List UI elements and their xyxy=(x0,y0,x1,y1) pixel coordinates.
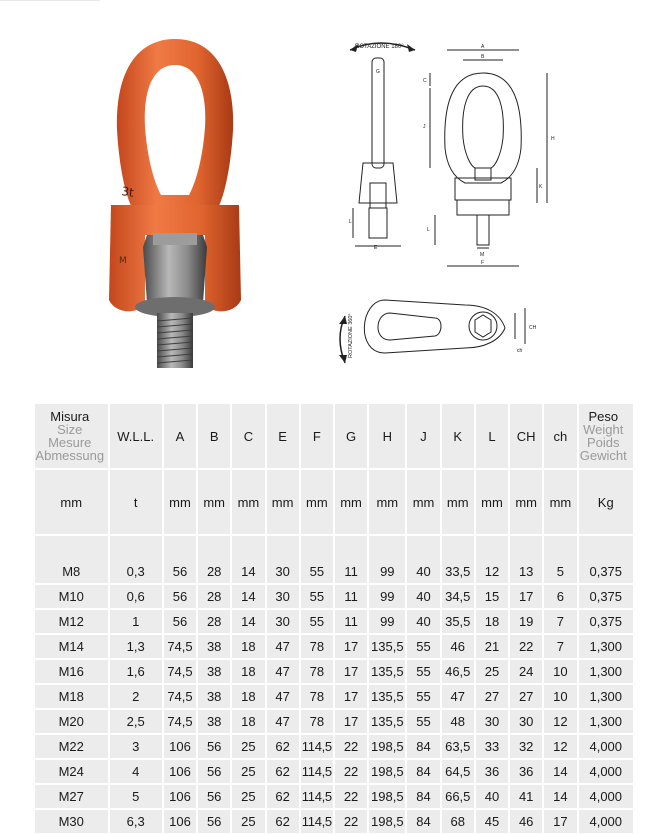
value-cell: 17 xyxy=(544,810,576,833)
value-cell: 38 xyxy=(198,685,230,708)
value-cell: 114,5 xyxy=(301,760,333,783)
value-cell: 33 xyxy=(476,735,508,758)
value-cell: 46 xyxy=(442,635,474,658)
unit-cell: mm xyxy=(232,470,264,534)
value-cell: 56 xyxy=(198,810,230,833)
value-cell: 56 xyxy=(198,760,230,783)
value-cell: 62 xyxy=(267,785,299,808)
value-cell: 24 xyxy=(510,660,542,683)
col-header: K xyxy=(442,404,474,468)
value-cell: 25 xyxy=(232,810,264,833)
value-cell: 47 xyxy=(267,660,299,683)
value-cell: 30 xyxy=(267,536,299,583)
value-cell: 64,5 xyxy=(442,760,474,783)
value-cell: 18 xyxy=(232,635,264,658)
value-cell: 4 xyxy=(110,760,162,783)
value-cell: 106 xyxy=(164,810,196,833)
value-cell: 99 xyxy=(369,610,405,633)
threaded-shank xyxy=(157,313,193,368)
value-cell: 0,6 xyxy=(110,585,162,608)
value-cell: 13 xyxy=(510,536,542,583)
value-cell: 18 xyxy=(232,660,264,683)
value-cell: 3 xyxy=(110,735,162,758)
value-cell: 11 xyxy=(335,536,367,583)
value-cell: 11 xyxy=(335,585,367,608)
col-header: CH xyxy=(510,404,542,468)
unit-cell: mm xyxy=(301,470,333,534)
technical-drawing xyxy=(325,28,575,373)
value-cell: 41 xyxy=(510,785,542,808)
col-header: G xyxy=(335,404,367,468)
value-cell: 4,000 xyxy=(579,810,633,833)
svg-text:CH: CH xyxy=(529,325,537,331)
unit-cell: mm xyxy=(407,470,439,534)
value-cell: 114,5 xyxy=(301,785,333,808)
value-cell: 12 xyxy=(544,735,576,758)
size-cell: M18 xyxy=(35,685,108,708)
value-cell: 74,5 xyxy=(164,660,196,683)
rotation-180-label: ROTAZIONE 180° xyxy=(355,44,404,50)
table-row xyxy=(35,785,633,808)
svg-text:K: K xyxy=(539,184,543,190)
value-cell: 14 xyxy=(544,760,576,783)
size-cell: M30 xyxy=(35,810,108,833)
svg-text:C: C xyxy=(423,78,427,84)
value-cell: 40 xyxy=(476,785,508,808)
table-row xyxy=(35,710,633,733)
value-cell: 33,5 xyxy=(442,536,474,583)
value-cell: 56 xyxy=(198,735,230,758)
value-cell: 55 xyxy=(407,685,439,708)
value-cell: 135,5 xyxy=(369,660,405,683)
value-cell: 56 xyxy=(198,785,230,808)
value-cell: 15 xyxy=(476,585,508,608)
value-cell: 46,5 xyxy=(442,660,474,683)
svg-text:L: L xyxy=(349,219,352,225)
col-header: H xyxy=(369,404,405,468)
value-cell: 19 xyxy=(510,610,542,633)
value-cell: 84 xyxy=(407,810,439,833)
value-cell: 22 xyxy=(510,635,542,658)
table-body xyxy=(35,536,633,833)
size-cell: M20 xyxy=(35,710,108,733)
table-row xyxy=(35,536,633,583)
value-cell: 55 xyxy=(301,536,333,583)
value-cell: 18 xyxy=(232,685,264,708)
value-cell: 25 xyxy=(232,735,264,758)
value-cell: 55 xyxy=(301,610,333,633)
value-cell: 0,3 xyxy=(110,536,162,583)
svg-text:J: J xyxy=(423,124,426,130)
value-cell: 21 xyxy=(476,635,508,658)
col-header: E xyxy=(267,404,299,468)
value-cell: 4,000 xyxy=(579,735,633,758)
value-cell: 38 xyxy=(198,710,230,733)
table-row xyxy=(35,735,633,758)
dim-A: A xyxy=(481,44,485,50)
value-cell: 1,6 xyxy=(110,660,162,683)
table-row xyxy=(35,685,633,708)
value-cell: 56 xyxy=(164,610,196,633)
wll-mark: 3t xyxy=(120,184,135,200)
value-cell: 30 xyxy=(476,710,508,733)
side-mark: M xyxy=(119,256,127,266)
unit-cell: mm xyxy=(164,470,196,534)
value-cell: 0,375 xyxy=(579,536,633,583)
value-cell: 36 xyxy=(476,760,508,783)
table-row xyxy=(35,660,633,683)
value-cell: 1 xyxy=(110,610,162,633)
value-cell: 55 xyxy=(301,585,333,608)
value-cell: 1,3 xyxy=(110,635,162,658)
size-cell: M10 xyxy=(35,585,108,608)
value-cell: 55 xyxy=(407,660,439,683)
svg-text:E: E xyxy=(374,245,378,251)
size-cell: M27 xyxy=(35,785,108,808)
rotation-360-label: ROTAZIONE 360° xyxy=(348,313,354,358)
value-cell: 40 xyxy=(407,536,439,583)
value-cell: 6,3 xyxy=(110,810,162,833)
unit-cell: mm xyxy=(369,470,405,534)
value-cell: 66,5 xyxy=(442,785,474,808)
value-cell: 18 xyxy=(232,710,264,733)
value-cell: 11 xyxy=(335,610,367,633)
col-header: F xyxy=(301,404,333,468)
value-cell: 74,5 xyxy=(164,710,196,733)
value-cell: 47 xyxy=(442,685,474,708)
value-cell: 25 xyxy=(476,660,508,683)
value-cell: 17 xyxy=(335,635,367,658)
svg-text:H: H xyxy=(551,136,555,142)
value-cell: 1,300 xyxy=(579,685,633,708)
value-cell: 106 xyxy=(164,735,196,758)
value-cell: 55 xyxy=(407,710,439,733)
value-cell: 198,5 xyxy=(369,810,405,833)
value-cell: 198,5 xyxy=(369,735,405,758)
value-cell: 56 xyxy=(164,536,196,583)
value-cell: 12 xyxy=(544,710,576,733)
top-rule xyxy=(0,0,100,1)
value-cell: 1,300 xyxy=(579,710,633,733)
hex-nut xyxy=(143,235,207,303)
value-cell: 62 xyxy=(267,735,299,758)
value-cell: 1,300 xyxy=(579,660,633,683)
value-cell: 63,5 xyxy=(442,735,474,758)
value-cell: 17 xyxy=(335,685,367,708)
unit-cell: mm xyxy=(35,470,108,534)
value-cell: 10 xyxy=(544,685,576,708)
col-header: ch xyxy=(544,404,576,468)
value-cell: 135,5 xyxy=(369,710,405,733)
value-cell: 198,5 xyxy=(369,760,405,783)
value-cell: 135,5 xyxy=(369,635,405,658)
value-cell: 30 xyxy=(267,585,299,608)
units-row xyxy=(35,470,633,534)
value-cell: 14 xyxy=(232,610,264,633)
value-cell: 0,375 xyxy=(579,585,633,608)
value-cell: 84 xyxy=(407,735,439,758)
unit-cell: mm xyxy=(442,470,474,534)
table-row xyxy=(35,635,633,658)
value-cell: 55 xyxy=(407,635,439,658)
spec-table xyxy=(33,402,635,835)
value-cell: 198,5 xyxy=(369,785,405,808)
value-cell: 28 xyxy=(198,610,230,633)
unit-cell: t xyxy=(110,470,162,534)
svg-text:ch: ch xyxy=(517,348,523,354)
value-cell: 84 xyxy=(407,760,439,783)
size-cell: M14 xyxy=(35,635,108,658)
size-cell: M16 xyxy=(35,660,108,683)
value-cell: 78 xyxy=(301,685,333,708)
unit-cell: mm xyxy=(476,470,508,534)
value-cell: 17 xyxy=(510,585,542,608)
value-cell: 74,5 xyxy=(164,635,196,658)
value-cell: 36 xyxy=(510,760,542,783)
value-cell: 5 xyxy=(544,536,576,583)
col-header: C xyxy=(232,404,264,468)
unit-cell: Kg xyxy=(579,470,633,534)
svg-text:M: M xyxy=(480,252,485,258)
value-cell: 7 xyxy=(544,635,576,658)
value-cell: 48 xyxy=(442,710,474,733)
value-cell: 38 xyxy=(198,660,230,683)
value-cell: 14 xyxy=(544,785,576,808)
col-header: J xyxy=(407,404,439,468)
value-cell: 47 xyxy=(267,635,299,658)
col-header: A xyxy=(164,404,196,468)
col-header: B xyxy=(198,404,230,468)
unit-cell: mm xyxy=(510,470,542,534)
value-cell: 106 xyxy=(164,785,196,808)
value-cell: 99 xyxy=(369,585,405,608)
size-cell: M22 xyxy=(35,735,108,758)
size-cell: M24 xyxy=(35,760,108,783)
value-cell: 4,000 xyxy=(579,785,633,808)
value-cell: 2,5 xyxy=(110,710,162,733)
wll-header: W.L.L. xyxy=(110,404,162,468)
value-cell: 4,000 xyxy=(579,760,633,783)
value-cell: 7 xyxy=(544,610,576,633)
svg-text:L: L xyxy=(427,227,430,233)
header-row xyxy=(35,404,633,468)
svg-text:F: F xyxy=(481,260,485,266)
value-cell: 14 xyxy=(232,585,264,608)
value-cell: 135,5 xyxy=(369,685,405,708)
value-cell: 56 xyxy=(164,585,196,608)
value-cell: 30 xyxy=(510,710,542,733)
value-cell: 18 xyxy=(476,610,508,633)
value-cell: 74,5 xyxy=(164,685,196,708)
value-cell: 40 xyxy=(407,610,439,633)
value-cell: 25 xyxy=(232,760,264,783)
unit-cell: mm xyxy=(267,470,299,534)
value-cell: 27 xyxy=(476,685,508,708)
value-cell: 12 xyxy=(476,536,508,583)
size-cell: M12 xyxy=(35,610,108,633)
value-cell: 47 xyxy=(267,685,299,708)
eye-hole xyxy=(145,65,206,195)
value-cell: 84 xyxy=(407,785,439,808)
value-cell: 22 xyxy=(335,760,367,783)
table-row xyxy=(35,810,633,833)
value-cell: 62 xyxy=(267,810,299,833)
value-cell: 106 xyxy=(164,760,196,783)
value-cell: 28 xyxy=(198,536,230,583)
value-cell: 114,5 xyxy=(301,735,333,758)
product-photo xyxy=(95,35,255,375)
size-cell: M8 xyxy=(35,536,108,583)
value-cell: 22 xyxy=(335,785,367,808)
value-cell: 22 xyxy=(335,810,367,833)
value-cell: 47 xyxy=(267,710,299,733)
value-cell: 46 xyxy=(510,810,542,833)
value-cell: 68 xyxy=(442,810,474,833)
value-cell: 78 xyxy=(301,660,333,683)
value-cell: 45 xyxy=(476,810,508,833)
value-cell: 6 xyxy=(544,585,576,608)
value-cell: 14 xyxy=(232,536,264,583)
value-cell: 114,5 xyxy=(301,810,333,833)
table-row xyxy=(35,610,633,633)
value-cell: 0,375 xyxy=(579,610,633,633)
value-cell: 30 xyxy=(267,610,299,633)
value-cell: 17 xyxy=(335,710,367,733)
value-cell: 38 xyxy=(198,635,230,658)
value-cell: 17 xyxy=(335,660,367,683)
value-cell: 2 xyxy=(110,685,162,708)
value-cell: 10 xyxy=(544,660,576,683)
value-cell: 78 xyxy=(301,635,333,658)
unit-cell: mm xyxy=(198,470,230,534)
value-cell: 40 xyxy=(407,585,439,608)
svg-text:G: G xyxy=(376,69,380,75)
value-cell: 32 xyxy=(510,735,542,758)
weight-header: Peso Weight Poids Gewicht xyxy=(579,404,633,468)
value-cell: 62 xyxy=(267,760,299,783)
unit-cell: mm xyxy=(335,470,367,534)
value-cell: 25 xyxy=(232,785,264,808)
value-cell: 27 xyxy=(510,685,542,708)
value-cell: 99 xyxy=(369,536,405,583)
value-cell: 28 xyxy=(198,585,230,608)
value-cell: 5 xyxy=(110,785,162,808)
value-cell: 22 xyxy=(335,735,367,758)
value-cell: 34,5 xyxy=(442,585,474,608)
value-cell: 35,5 xyxy=(442,610,474,633)
value-cell: 78 xyxy=(301,710,333,733)
col-header: L xyxy=(476,404,508,468)
value-cell: 1,300 xyxy=(579,635,633,658)
size-header: Misura Size Mesure Abmessung xyxy=(35,404,108,468)
table-row xyxy=(35,760,633,783)
table-row xyxy=(35,585,633,608)
unit-cell: mm xyxy=(544,470,576,534)
svg-text:B: B xyxy=(481,54,485,60)
